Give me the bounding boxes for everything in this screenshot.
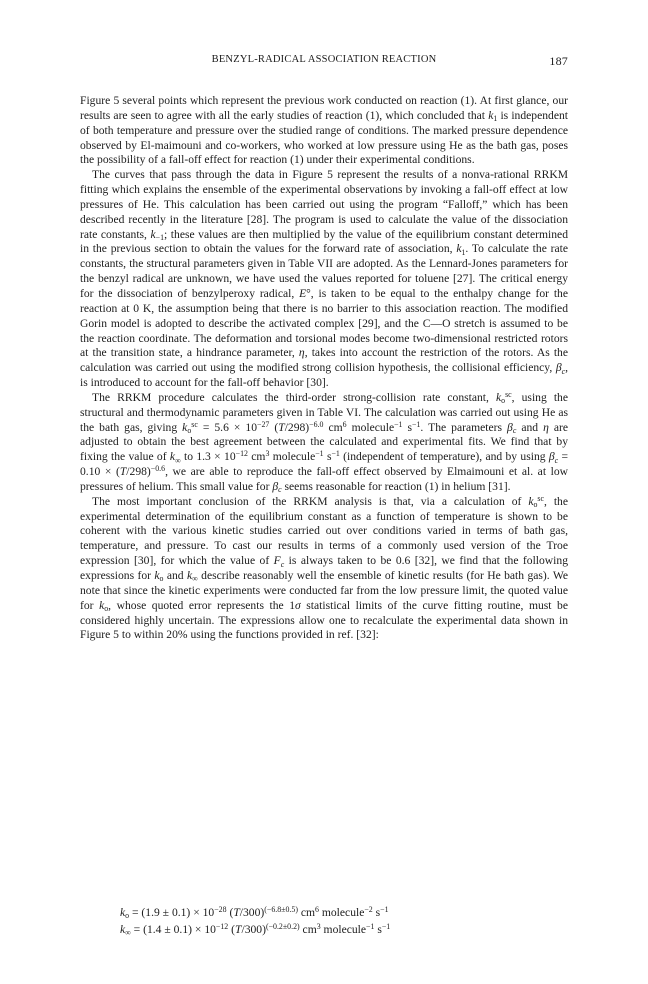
page-number: 187 (549, 54, 568, 68)
paragraph-rrkm-procedure: The RRKM procedure calculates the third-order strong-collision rate constant, $k_o^{sc}$, using the structural and thermodynamic parameters given in Table VI. The calculation was carried out using He as the bath gas, giving $k_o^{sc} = 5.6 \times 10^{-27}$ $(T/298)^{-6.0}$ $cm^6$ molecule$^{-1}$ $s^{-1}$. The parameters $\beta_c$ and η are adjusted to obtain the best agreement between the calculated and experimental fits. We find that by fixing the value of $k_\infty$ to $1.3 \times 10^{-12}$ $cm^3$ molecule$^{-1}$ $s^{-1}$ (independent of temperature), and by using $\beta_c = 0.10 \times (T/298)^{-0.6}$, we are able to reproduce the fall-off effect observed by Elmaimouni et al. at low pressures of helium. This small value for $\beta_c$ seems reasonable for reaction (1) in helium [31]. (80, 389, 569, 495)
paragraph-conclusion: The most important conclusion of the RRKM analysis is that, via a calculation of $k_o^{sc}$, the experimental determination of the equilibrium constant as a function of temperature is shown to be coherent with the various kinetic studies carried out over conditions varied in terms of bath gas, temperature, and pressure. To cast our results in terms of a commonly used version of the Troe expression [30], for which the value of $F_c$ is always taken to be 0.6 [32], we find that the following expressions for $k_o$ and $k_\infty$ describe reasonably well the ensemble of kinetic results (for He bath gas). We note that since the kinetic experiments were conducted far from the low pressure limit, the quoted value for $k_o$, whose quoted error represents the 1σ statistical limits of the curve fitting routine, must be considered highly uncertain. The expressions allow one to recalculate the experimental data shown in Figure 5 to within 20% using the functions provided in ref. [32]: (80, 493, 568, 642)
paragraph-figure5-comparison: Figure 5 several points which represent the previous work conducted on reaction (1). At first glance, our results are seen to agree with all the early studies of reaction (1), which concluded that $k_1$ is independent of both temperature and pressure over the studied range of conditions. The marked pressure dependence observed by El-maimouni and co-workers, who worked at low pressure using He as the bath gas, poses the possibility of a fall-off effect for reaction (1) under their experimental conditions. (80, 94, 568, 167)
running-head (80, 54, 568, 70)
paragraph-rrkm-fitting: The curves that pass through the data in Figure 5 represent the results of a nonva-rational RRKM fitting which explains the ensemble of the experimental observations by invoking a fall-off effect at low pressures of He. This calculation has been carried out using the program “Falloff,” which has been described recently in the literature [28]. The program is used to calculate the value of the dissociation rate constants, $k_{-1}$; these values are then multiplied by the value of the equilibrium constant determined in the previous section to obtain the values for the forward rate of association, $k_1$. To calculate the rate constants, the structural parameters given in Table VII are adopted. As the Lennard-Jones parameters for the benzyl radical are unknown, we have used the values reported for toluene [27]. The critical energy for the dissociation of benzylperoxy radical, E°, is taken to be equal to the enthalpy change for the reaction at 0 K, the assumption being that there is no barrier to this association reaction. The modified Gorin model is adopted to describe the activated complex [29], and the C—O stretch is assumed to be the reaction coordinate. The deformation and torsional modes become two-dimensional restricted rotors at the transition state, a hindrance parameter, η, takes into account the restriction of the rotors. As the calculation was carried out using the modified strong collision hypothesis, the collisional efficiency, $\beta_c$, is introduced to account for the fall-off behavior [30]. (80, 168, 569, 390)
rate-expressions (120, 904, 550, 938)
equation-k0: $k_o = (1.9 \pm 0.1) \times 10^{-28}$ $(T/300)^{(-6.8\pm 0.5)}$ $cm^6$ molecule$^{-2}$ $s^{-1}$ (120, 905, 389, 921)
body-text (80, 94, 568, 643)
equation-kinf: $k_\infty = (1.4 \pm 0.1) \times 10^{-12}$ $(T/300)^{(-0.2\pm 0.2)}$ $cm^3$ molecule$^{-1}$ $s^{-1}$ (120, 922, 391, 938)
running-title: BENZYL-RADICAL ASSOCIATION REACTION (211, 54, 437, 65)
